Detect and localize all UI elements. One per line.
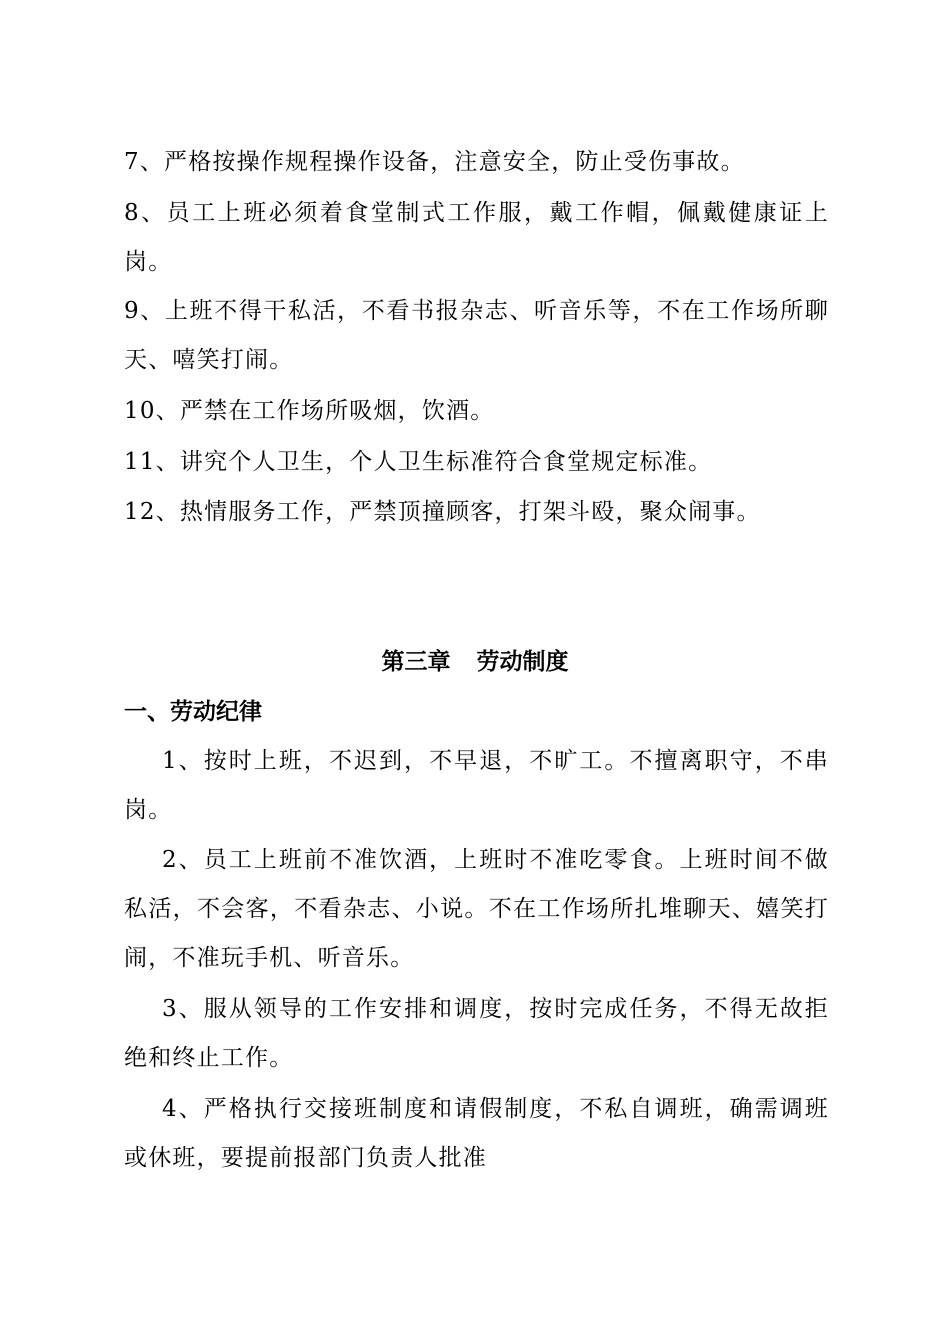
discipline-item-3: 3、服从领导的工作安排和调度，按时完成任务，不得无故拒绝和终止工作。 — [124, 996, 829, 1071]
rule-8: 8、员工上班必须着食堂制式工作服，戴工作帽，佩戴健康证上岗。 — [124, 200, 829, 275]
chapter-title: 劳动制度 — [476, 649, 569, 675]
discipline-item-2: 2、员工上班前不准饮酒，上班时不准吃零食。上班时间不做私活，不会客，不看杂志、小说。不在工作场所扎堆聊天、嬉笑打闹，不准玩手机、听音乐。 — [124, 847, 829, 971]
section-heading: 一、劳动纪律 — [124, 699, 262, 725]
rule-9: 9、上班不得干私活，不看书报杂志、听音乐等，不在工作场所聊天、嘻笑打闹。 — [124, 298, 829, 373]
rule-12: 12、热情服务工作，严禁顶撞顾客，打架斗殴，聚众闹事。 — [124, 499, 761, 525]
chapter-number: 第三章 — [381, 649, 451, 675]
rule-7: 7、严格按操作规程操作设备，注意安全，防止受伤事故。 — [124, 149, 745, 175]
rule-11: 11、讲究个人卫生，个人卫生标准符合食堂规定标准。 — [124, 449, 713, 475]
rule-10: 10、严禁在工作场所吸烟，饮酒。 — [124, 398, 495, 424]
discipline-item-1: 1、按时上班，不迟到，不早退，不旷工。不擅离职守，不串岗。 — [124, 748, 829, 823]
chapter-heading — [0, 640, 950, 684]
discipline-item-4: 4、严格执行交接班制度和请假制度，不私自调班，确需调班或休班，要提前报部门负责人批准 — [124, 1096, 829, 1171]
